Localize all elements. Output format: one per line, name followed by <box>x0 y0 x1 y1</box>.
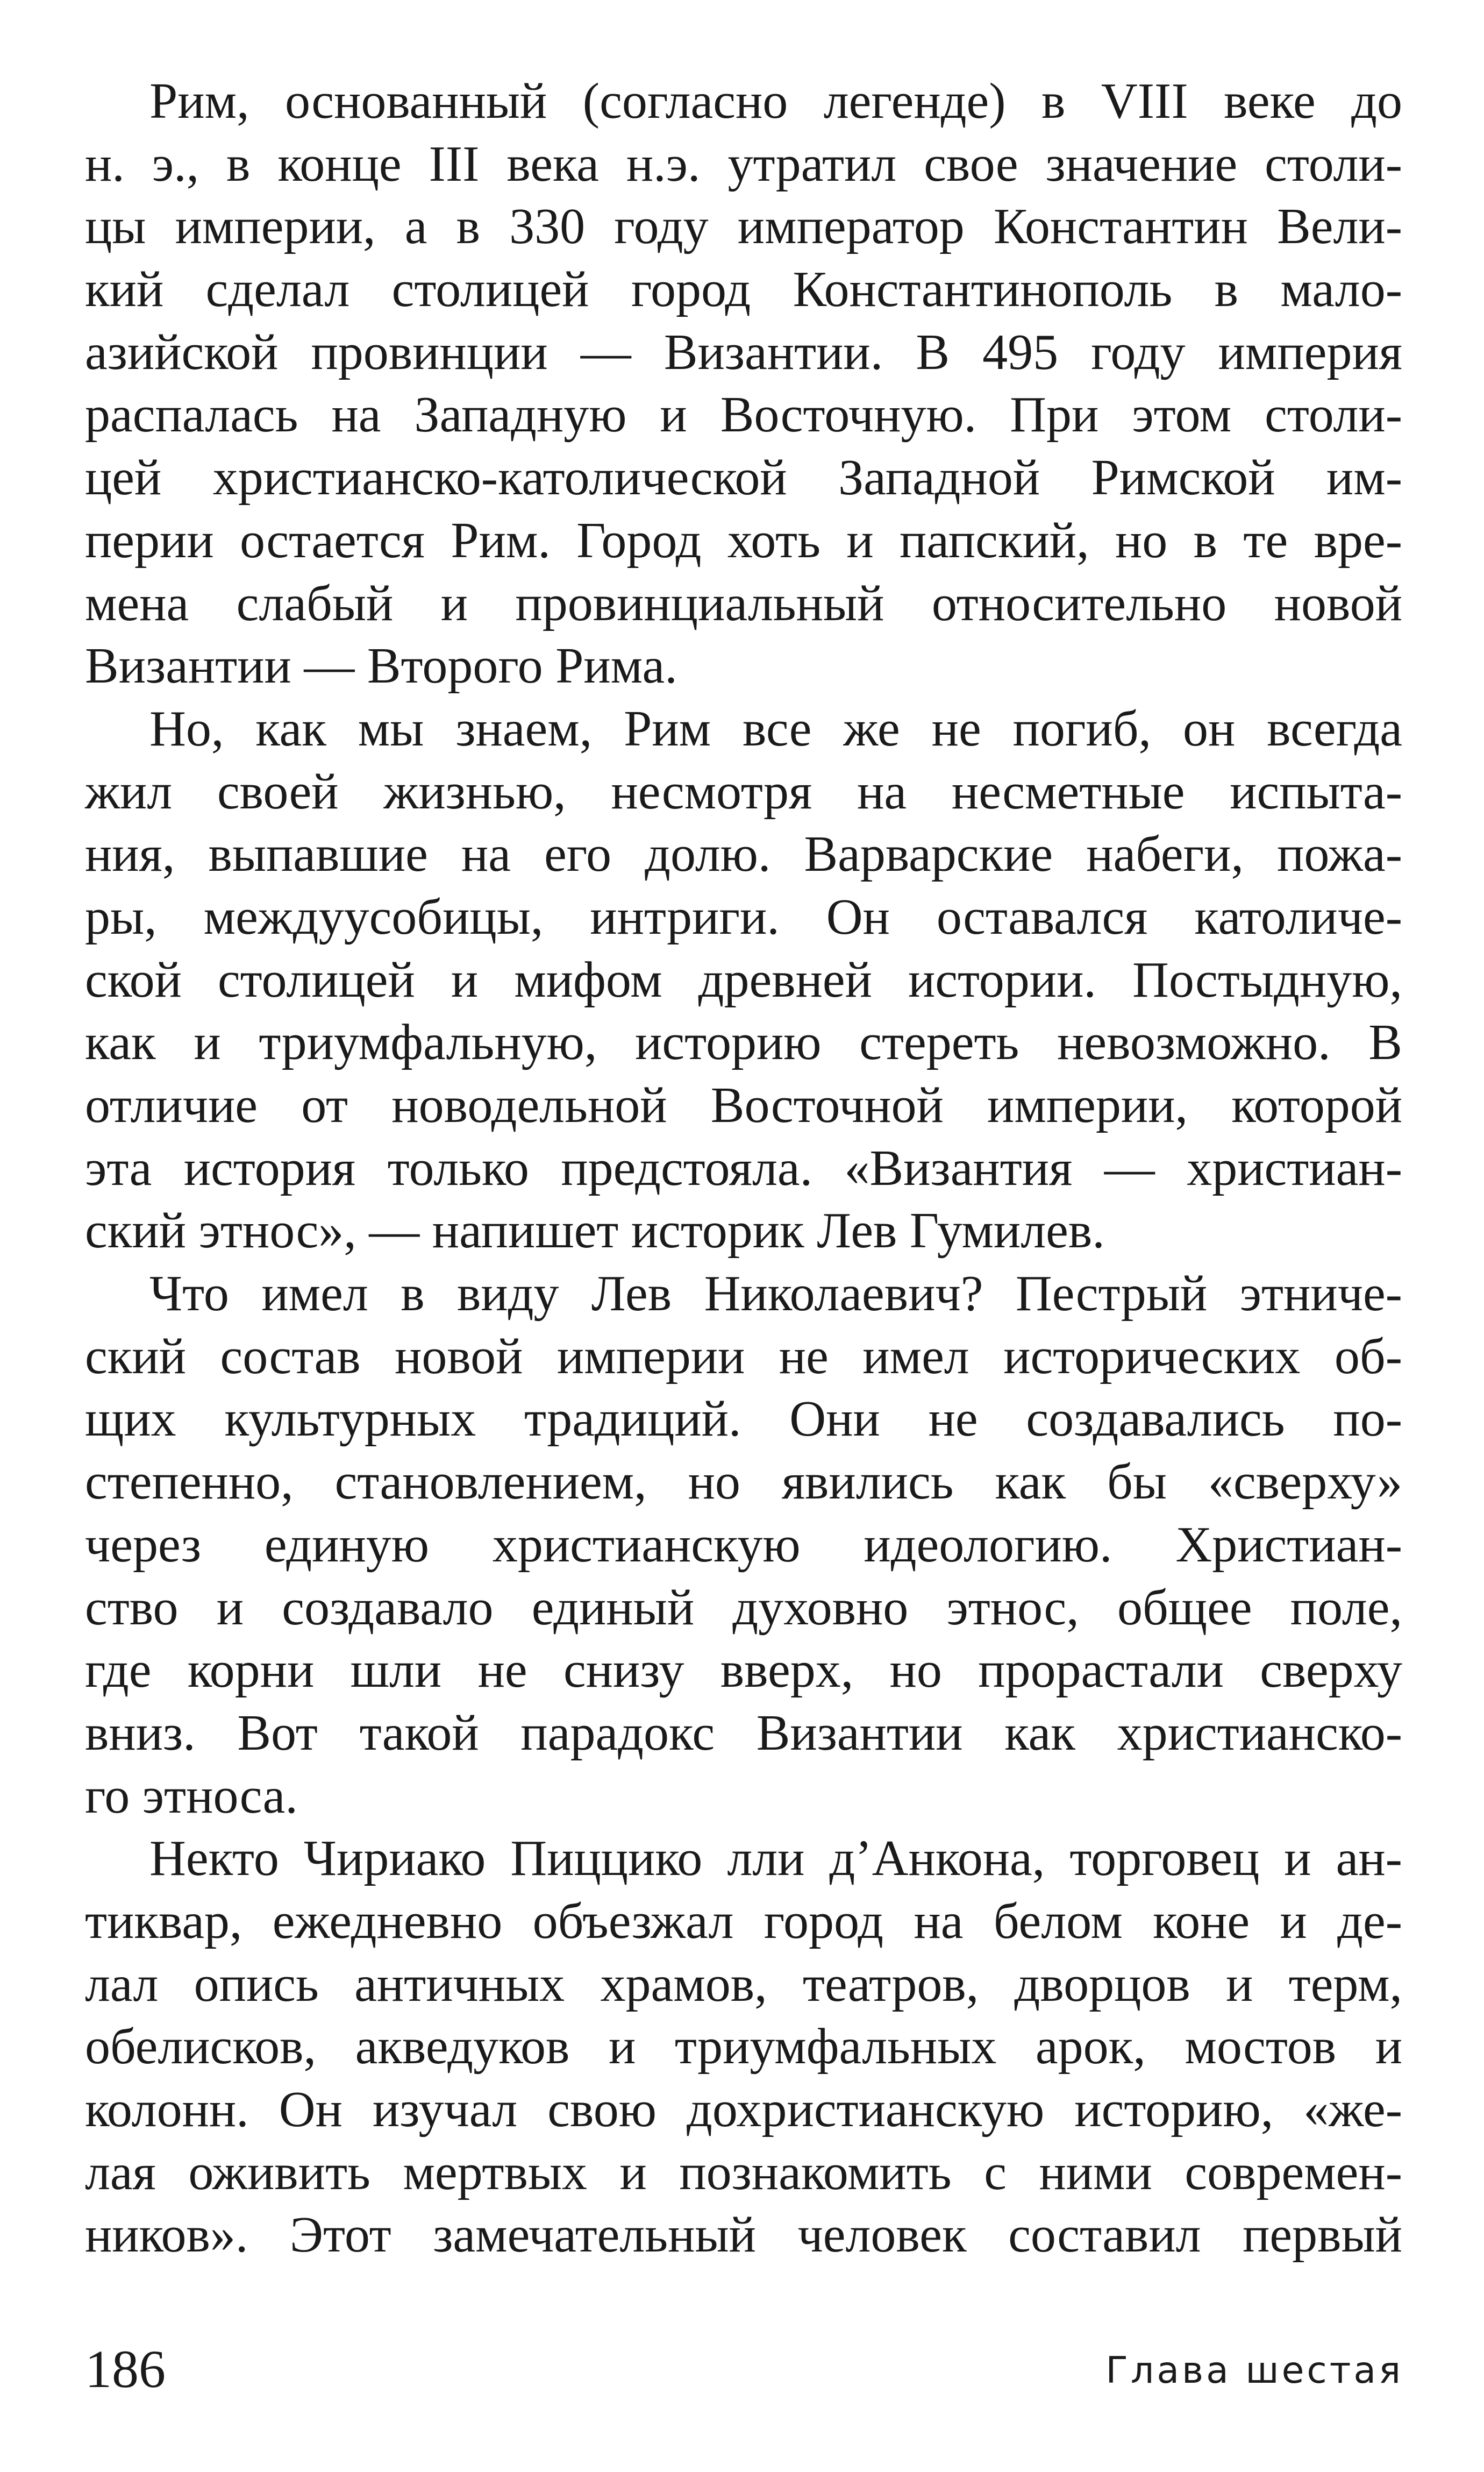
text-line: тиквар, ежедневно объезжал город на белом коне и де- <box>85 1893 1402 1949</box>
text-line: степенно, становлением, но явились как бы «сверху» <box>85 1454 1402 1510</box>
text-line: ры, междуусобицы, интриги. Он оставался католиче- <box>85 889 1402 945</box>
text-line: вниз. Вот такой парадокс Византии как христианско- <box>85 1704 1402 1761</box>
text-line: как и триумфальную, историю стереть невозможно. В <box>85 1014 1402 1071</box>
text-line: Что имел в виду Лев Николаевич? Пестрый этниче- <box>149 1266 1402 1322</box>
text-line: Но, как мы знаем, Рим все же не погиб, он всегда <box>149 700 1402 757</box>
page-number: 186 <box>85 2339 166 2399</box>
text-line: азийской провинции — Византии. В 495 году империя <box>85 324 1402 380</box>
text-line: Византии — Второго Рима. <box>85 638 677 694</box>
text-line: цы империи, а в 330 году император Константин Вели- <box>85 198 1402 255</box>
text-line: го этноса. <box>85 1767 298 1824</box>
text-line: где корни шли не снизу вверх, но прорастали сверху <box>85 1642 1402 1699</box>
text-line: ния, выпавшие на его долю. Варварские набеги, пожа- <box>85 826 1402 883</box>
text-line: цей христианско-католической Западной Римской им- <box>85 450 1402 506</box>
body-text <box>85 70 1402 2267</box>
text-line: лая оживить мертвых и познакомить с ними современ- <box>85 2144 1402 2200</box>
text-line: жил своей жизнью, несмотря на несметные испыта- <box>85 763 1402 820</box>
text-line: н. э., в конце III века н.э. утратил свое значение столи- <box>85 136 1402 192</box>
text-line: лал опись античных храмов, театров, дворцов и терм, <box>85 1956 1402 2012</box>
text-line: кий сделал столицей город Константинополь в мало- <box>85 261 1402 318</box>
text-line: ский этнос», — напишет историк Лев Гумилев. <box>85 1203 1105 1259</box>
text-line: распалась на Западную и Восточную. При этом столи- <box>85 387 1402 443</box>
text-line: ников». Этот замечательный человек составил первый <box>85 2207 1402 2263</box>
text-line: перии остается Рим. Город хоть и папский, но в те вре- <box>85 512 1402 569</box>
text-line: Рим, основанный (согласно легенде) в VIII веке до <box>149 73 1402 129</box>
running-title: Глава шестая <box>1105 2349 1403 2392</box>
text-line: ской столицей и мифом древней истории. Постыдную, <box>85 951 1402 1008</box>
text-line: ский состав новой империи не имел исторических об- <box>85 1328 1402 1384</box>
text-line: ство и создавало единый духовно этнос, общее поле, <box>85 1579 1402 1636</box>
text-line: обелисков, акведуков и триумфальных арок, мостов и <box>85 2019 1402 2075</box>
text-line: колонн. Он изучал свою дохристианскую историю, «же- <box>85 2082 1402 2137</box>
text-line: отличие от новодельной Восточной империи, которой <box>85 1077 1402 1133</box>
text-line: мена слабый и провинциальный относительно новой <box>85 575 1402 631</box>
text-line: эта история только предстояла. «Византия — христиан- <box>85 1140 1402 1196</box>
text-line: через единую христианскую идеологию. Христиан- <box>85 1516 1402 1573</box>
text-line: щих культурных традиций. Они не создавались по- <box>85 1391 1402 1447</box>
text-line: Некто Чириако Пиццико лли д’Анкона, торговец и ан- <box>149 1830 1402 1887</box>
